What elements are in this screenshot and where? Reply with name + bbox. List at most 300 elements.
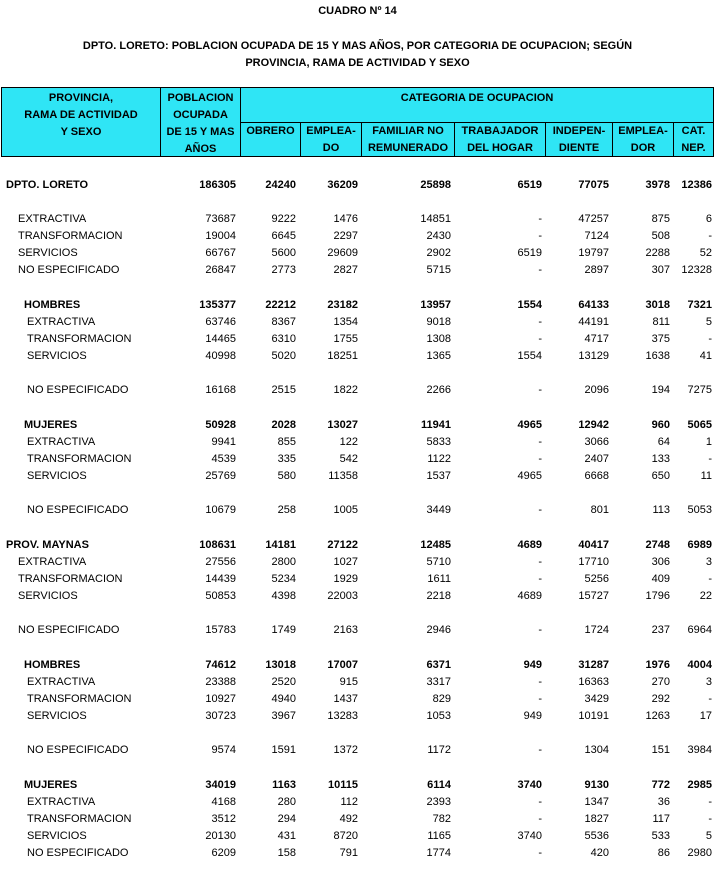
cell-value: 6310	[271, 333, 296, 345]
header-col-line: OBRERO	[246, 125, 295, 137]
cell-value: 4689	[517, 590, 542, 602]
row-label: NO ESPECIFICADO	[18, 264, 120, 276]
cell-value: 9574	[211, 744, 236, 756]
table-row	[0, 331, 715, 347]
cell-value: 3018	[645, 299, 670, 311]
cell-value: 13027	[327, 419, 358, 431]
cell-value: 50928	[205, 419, 236, 431]
cell-value: 3512	[211, 813, 236, 825]
row-label: EXTRACTIVA	[27, 796, 96, 808]
row-label: EXTRACTIVA	[27, 676, 96, 688]
cell-value: 10927	[205, 693, 236, 705]
cell-value: -	[538, 504, 542, 516]
cell-value: 2288	[645, 247, 670, 259]
cell-value: 11358	[328, 470, 358, 482]
cell-value: 17007	[327, 659, 358, 671]
cell-value: 27556	[205, 556, 236, 568]
cell-value: 6519	[517, 247, 542, 259]
table-row	[0, 434, 715, 450]
cell-value: 133	[651, 453, 670, 465]
row-label: MUJERES	[24, 779, 78, 791]
table-row	[0, 571, 715, 587]
cell-value: 3449	[426, 504, 451, 516]
header-col-line: INDEPEN-	[552, 125, 606, 137]
cell-value: 13957	[420, 299, 451, 311]
header-provincia	[1, 87, 161, 157]
cell-value: 3066	[584, 436, 609, 448]
cell-value: 1554	[517, 299, 542, 311]
cell-value: 1005	[333, 504, 358, 516]
cell-value: 10679	[205, 504, 236, 516]
table-row	[0, 211, 715, 227]
cell-value: -	[538, 573, 542, 585]
header-col-line: DOR	[630, 142, 656, 154]
cell-value: 12328	[681, 264, 712, 276]
cell-value: 16168	[205, 384, 236, 396]
header-poblacion-line: OCUPADA	[173, 109, 228, 121]
table-row	[0, 674, 715, 690]
table-row	[0, 245, 715, 261]
cell-value: 1929	[333, 573, 358, 585]
cell-value: 14181	[265, 539, 296, 551]
cell-value: 2430	[426, 230, 451, 242]
cell-value: 18251	[327, 350, 358, 362]
cell-value: -	[538, 813, 542, 825]
cell-value: 19004	[205, 230, 236, 242]
row-label: TRANSFORMACION	[27, 693, 132, 705]
row-label: HOMBRES	[24, 299, 81, 311]
cell-value: 4398	[271, 590, 296, 602]
header-provincia-line: Y SEXO	[60, 126, 102, 138]
cell-value: 20130	[205, 830, 236, 842]
cell-value: 1304	[584, 744, 609, 756]
cell-value: 47257	[578, 213, 609, 225]
table-subtitle-line-2: PROVINCIA, RAMA DE ACTIVIDAD Y SEXO	[245, 57, 470, 69]
cell-value: 44191	[578, 316, 609, 328]
cell-value: 2163	[333, 624, 358, 636]
cell-value: 36209	[327, 179, 358, 191]
cell-value: 431	[277, 830, 296, 842]
header-provincia-line: PROVINCIA,	[48, 92, 114, 104]
cell-value: 1554	[517, 350, 542, 362]
table-row	[0, 622, 715, 638]
cell-value: 6989	[687, 539, 712, 551]
table-row	[0, 382, 715, 398]
cell-value: 2902	[426, 247, 451, 259]
cell-value: 306	[651, 556, 670, 568]
cell-value: 2748	[645, 539, 670, 551]
cell-value: -	[538, 384, 542, 396]
cell-value: 13283	[327, 710, 358, 722]
cell-value: 4940	[271, 693, 296, 705]
cell-value: 307	[651, 264, 670, 276]
cell-value: -	[708, 333, 712, 345]
cell-value: 2773	[271, 264, 296, 276]
row-label: EXTRACTIVA	[18, 213, 87, 225]
cell-value: 492	[339, 813, 358, 825]
row-label: NO ESPECIFICADO	[27, 384, 129, 396]
cell-value: 375	[651, 333, 670, 345]
table-row-subtotal	[0, 177, 715, 193]
cell-value: 3740	[517, 830, 542, 842]
header-col-line: EMPLEA-	[306, 125, 356, 137]
cell-value: 6668	[584, 470, 609, 482]
cell-value: 5065	[687, 419, 712, 431]
cell-value: 855	[277, 436, 296, 448]
cell-value: 64	[657, 436, 670, 448]
cell-value: 194	[651, 384, 670, 396]
cell-value: 2985	[687, 779, 712, 791]
cell-value: -	[538, 213, 542, 225]
cell-value: 1591	[271, 744, 296, 756]
cell-value: 16363	[578, 676, 609, 688]
cell-value: 2800	[271, 556, 296, 568]
row-label: SERVICIOS	[27, 710, 87, 722]
cell-value: 24240	[265, 179, 296, 191]
table-title: CUADRO Nº 14	[318, 5, 397, 17]
table-row	[0, 228, 715, 244]
cell-value: 1165	[427, 830, 451, 842]
cell-value: 1822	[333, 384, 358, 396]
cell-value: 829	[432, 693, 451, 705]
header-poblacion	[160, 87, 241, 157]
cell-value: 4965	[517, 419, 542, 431]
header-cat-nep	[673, 122, 714, 157]
cell-value: 5710	[426, 556, 451, 568]
cell-value: 4689	[517, 539, 542, 551]
header-obrero	[240, 122, 301, 157]
table-header	[1, 87, 714, 157]
cell-value: 73687	[205, 213, 236, 225]
cell-value: 27122	[327, 539, 358, 551]
table-row	[0, 502, 715, 518]
cell-value: 12386	[681, 179, 712, 191]
cell-value: 6371	[426, 659, 451, 671]
cell-value: 772	[651, 779, 670, 791]
cell-value: 949	[523, 710, 542, 722]
cell-value: 915	[339, 676, 358, 688]
header-col-line: DIENTE	[558, 142, 600, 154]
table-row-subtotal	[0, 537, 715, 553]
cell-value: 17	[699, 710, 712, 722]
cell-value: -	[538, 264, 542, 276]
table-row	[0, 314, 715, 330]
cell-value: -	[538, 230, 542, 242]
cell-value: 4539	[211, 453, 236, 465]
cell-value: 1053	[426, 710, 451, 722]
cell-value: 4717	[584, 333, 609, 345]
cell-value: 580	[277, 470, 296, 482]
row-label: PROV. MAYNAS	[6, 539, 89, 551]
cell-value: 13129	[578, 350, 609, 362]
cell-value: 280	[277, 796, 296, 808]
cell-value: 151	[651, 744, 670, 756]
cell-value: 8720	[333, 830, 358, 842]
cell-value: 508	[651, 230, 670, 242]
cell-value: 112	[340, 796, 358, 808]
table-row	[0, 588, 715, 604]
cell-value: 6645	[271, 230, 296, 242]
cell-value: -	[708, 796, 712, 808]
table-subtitle-line-1: DPTO. LORETO: POBLACION OCUPADA DE 15 Y MAS AÑOS, POR CATEGORIA DE OCUPACION; SEGÚN	[82, 40, 633, 52]
cell-value: 12485	[420, 539, 451, 551]
cell-value: 1638	[645, 350, 670, 362]
cell-value: 1027	[333, 556, 358, 568]
cell-value: 2266	[426, 384, 451, 396]
header-col-line: EMPLEA-	[618, 125, 668, 137]
cell-value: 7321	[687, 299, 712, 311]
cell-value: 6964	[687, 624, 712, 636]
row-label: EXTRACTIVA	[27, 316, 96, 328]
cell-value: -	[538, 436, 542, 448]
cell-value: 258	[277, 504, 296, 516]
cell-value: 22	[699, 590, 712, 602]
row-label: NO ESPECIFICADO	[27, 744, 129, 756]
cell-value: 2028	[271, 419, 296, 431]
cell-value: 64133	[578, 299, 609, 311]
row-label: HOMBRES	[24, 659, 81, 671]
cell-value: 420	[590, 847, 609, 859]
cell-value: 14851	[420, 213, 451, 225]
cell-value: -	[538, 796, 542, 808]
cell-value: -	[538, 693, 542, 705]
row-label: TRANSFORMACION	[18, 573, 123, 585]
cell-value: 1	[705, 436, 712, 448]
cell-value: 7275	[687, 384, 712, 396]
cell-value: 1372	[333, 744, 358, 756]
row-label: TRANSFORMACION	[27, 813, 132, 825]
header-categoria-group	[240, 87, 714, 123]
cell-value: -	[538, 676, 542, 688]
row-label: MUJERES	[24, 419, 78, 431]
cell-value: 3978	[645, 179, 670, 191]
cell-value: 2520	[271, 676, 296, 688]
row-label: SERVICIOS	[27, 830, 87, 842]
table-row	[0, 845, 715, 861]
row-label: NO ESPECIFICADO	[18, 624, 120, 636]
cell-value: 29609	[327, 247, 358, 259]
cell-value: 782	[432, 813, 451, 825]
cell-value: 108631	[199, 539, 236, 551]
cell-value: 801	[590, 504, 609, 516]
cell-value: 2897	[584, 264, 609, 276]
header-col-line: REMUNERADO	[367, 142, 449, 154]
header-familiar-no-remunerado	[361, 122, 455, 157]
cell-value: 2515	[271, 384, 296, 396]
cell-value: 650	[651, 470, 670, 482]
header-col-line: FAMILIAR NO	[372, 125, 444, 137]
row-label: SERVICIOS	[27, 350, 87, 362]
cell-value: 3	[705, 676, 712, 688]
cell-value: 9222	[271, 213, 296, 225]
row-label: TRANSFORMACION	[27, 333, 132, 345]
cell-value: 1263	[645, 710, 670, 722]
cell-value: 5020	[271, 350, 296, 362]
cell-value: 41	[699, 350, 712, 362]
cell-value: 1796	[645, 590, 670, 602]
cell-value: 1354	[333, 316, 358, 328]
row-label: NO ESPECIFICADO	[27, 847, 129, 859]
cell-value: 135377	[199, 299, 236, 311]
table-row	[0, 468, 715, 484]
cell-value: 2407	[584, 453, 609, 465]
cell-value: 50853	[205, 590, 236, 602]
cell-value: 5715	[426, 264, 451, 276]
cell-value: 1163	[272, 779, 296, 791]
cell-value: 74612	[205, 659, 236, 671]
cell-value: 1774	[426, 847, 451, 859]
cell-value: 10191	[578, 710, 609, 722]
table-row-subtotal	[0, 297, 715, 313]
cell-value: 22212	[265, 299, 296, 311]
row-label: DPTO. LORETO	[6, 179, 89, 191]
table-row	[0, 794, 715, 810]
cell-value: 5	[705, 316, 712, 328]
cell-value: 5053	[687, 504, 712, 516]
table-row	[0, 691, 715, 707]
cell-value: 1976	[645, 659, 670, 671]
cell-value: 26847	[205, 264, 236, 276]
cell-value: 5833	[426, 436, 451, 448]
cell-value: 3429	[584, 693, 609, 705]
cell-value: -	[538, 624, 542, 636]
cell-value: 5234	[271, 573, 296, 585]
cell-value: 1308	[426, 333, 451, 345]
cell-value: 2980	[687, 847, 712, 859]
cell-value: 1172	[427, 744, 451, 756]
cell-value: -	[538, 744, 542, 756]
cell-value: 17710	[578, 556, 609, 568]
header-provincia-line: RAMA DE ACTIVIDAD	[24, 109, 138, 121]
cell-value: 1365	[426, 350, 451, 362]
cell-value: 12942	[578, 419, 609, 431]
cell-value: 2393	[426, 796, 451, 808]
header-col-line: NEP.	[681, 142, 706, 154]
cell-value: 1476	[333, 213, 358, 225]
header-poblacion-line: DE 15 Y MAS	[166, 126, 235, 138]
cell-value: 1437	[333, 693, 358, 705]
cell-value: 6114	[427, 779, 451, 791]
cell-value: -	[538, 847, 542, 859]
table-row	[0, 451, 715, 467]
cell-value: 270	[651, 676, 670, 688]
cell-value: 86	[657, 847, 670, 859]
cell-value: 5536	[584, 830, 609, 842]
cell-value: 77075	[578, 179, 609, 191]
cell-value: 791	[339, 847, 358, 859]
cell-value: -	[538, 556, 542, 568]
cell-value: 1749	[271, 624, 296, 636]
cell-value: 949	[523, 659, 542, 671]
cell-value: 2297	[333, 230, 358, 242]
cell-value: 3740	[517, 779, 542, 791]
cell-value: 1611	[427, 573, 451, 585]
table-row	[0, 708, 715, 724]
cell-value: 40998	[205, 350, 236, 362]
cell-value: 11941	[421, 419, 451, 431]
cell-value: 237	[651, 624, 670, 636]
cell-value: 15783	[205, 624, 236, 636]
table-row	[0, 811, 715, 827]
cell-value: 9018	[426, 316, 451, 328]
cell-value: 1122	[427, 453, 451, 465]
cell-value: 34019	[205, 779, 236, 791]
row-label: SERVICIOS	[18, 247, 78, 259]
cell-value: 23182	[327, 299, 358, 311]
header-trabajador-del-hogar	[454, 122, 546, 157]
table-row	[0, 348, 715, 364]
cell-value: 6209	[211, 847, 236, 859]
header-col-line: DEL HOGAR	[467, 142, 533, 154]
cell-value: -	[538, 453, 542, 465]
cell-value: 292	[651, 693, 670, 705]
cell-value: 15727	[578, 590, 609, 602]
row-label: NO ESPECIFICADO	[27, 504, 129, 516]
cell-value: 2096	[584, 384, 609, 396]
cell-value: 52	[699, 247, 712, 259]
cell-value: 1347	[584, 796, 609, 808]
cell-value: 186305	[199, 179, 236, 191]
cell-value: 2827	[333, 264, 358, 276]
cell-value: -	[708, 230, 712, 242]
header-poblacion-line: AÑOS	[184, 143, 217, 155]
cell-value: 8367	[271, 316, 296, 328]
cell-value: 3317	[426, 676, 451, 688]
table-row	[0, 742, 715, 758]
cell-value: 3	[705, 556, 712, 568]
cell-value: 533	[651, 830, 670, 842]
cell-value: 5	[705, 830, 712, 842]
cell-value: 3984	[687, 744, 712, 756]
cell-value: 63746	[205, 316, 236, 328]
cell-value: 1724	[584, 624, 609, 636]
cell-value: 5600	[271, 247, 296, 259]
cell-value: 7124	[584, 230, 609, 242]
cell-value: 66767	[205, 247, 236, 259]
cell-value: 2946	[426, 624, 451, 636]
header-empleador	[612, 122, 674, 157]
header-col-line: DO	[322, 142, 340, 154]
cell-value: 31287	[578, 659, 609, 671]
cell-value: 9941	[211, 436, 236, 448]
table-row	[0, 828, 715, 844]
cell-value: 13018	[265, 659, 296, 671]
cell-value: 6	[705, 213, 712, 225]
cell-value: 4965	[517, 470, 542, 482]
cell-value: 14465	[205, 333, 236, 345]
row-label: EXTRACTIVA	[18, 556, 87, 568]
table-row-subtotal	[0, 777, 715, 793]
cell-value: 542	[339, 453, 358, 465]
cell-value: 30723	[205, 710, 236, 722]
cell-value: -	[538, 333, 542, 345]
cell-value: 1537	[426, 470, 451, 482]
cell-value: 25898	[420, 179, 451, 191]
cell-value: 22003	[327, 590, 358, 602]
cell-value: -	[708, 693, 712, 705]
header-empleado	[300, 122, 362, 157]
cell-value: 158	[277, 847, 296, 859]
table-row	[0, 554, 715, 570]
row-label: SERVICIOS	[27, 470, 87, 482]
header-independiente	[545, 122, 613, 157]
cell-value: 294	[277, 813, 296, 825]
cell-value: -	[538, 316, 542, 328]
cell-value: 23388	[205, 676, 236, 688]
cell-value: 40417	[578, 539, 609, 551]
cell-value: -	[708, 453, 712, 465]
cell-value: 335	[277, 453, 296, 465]
